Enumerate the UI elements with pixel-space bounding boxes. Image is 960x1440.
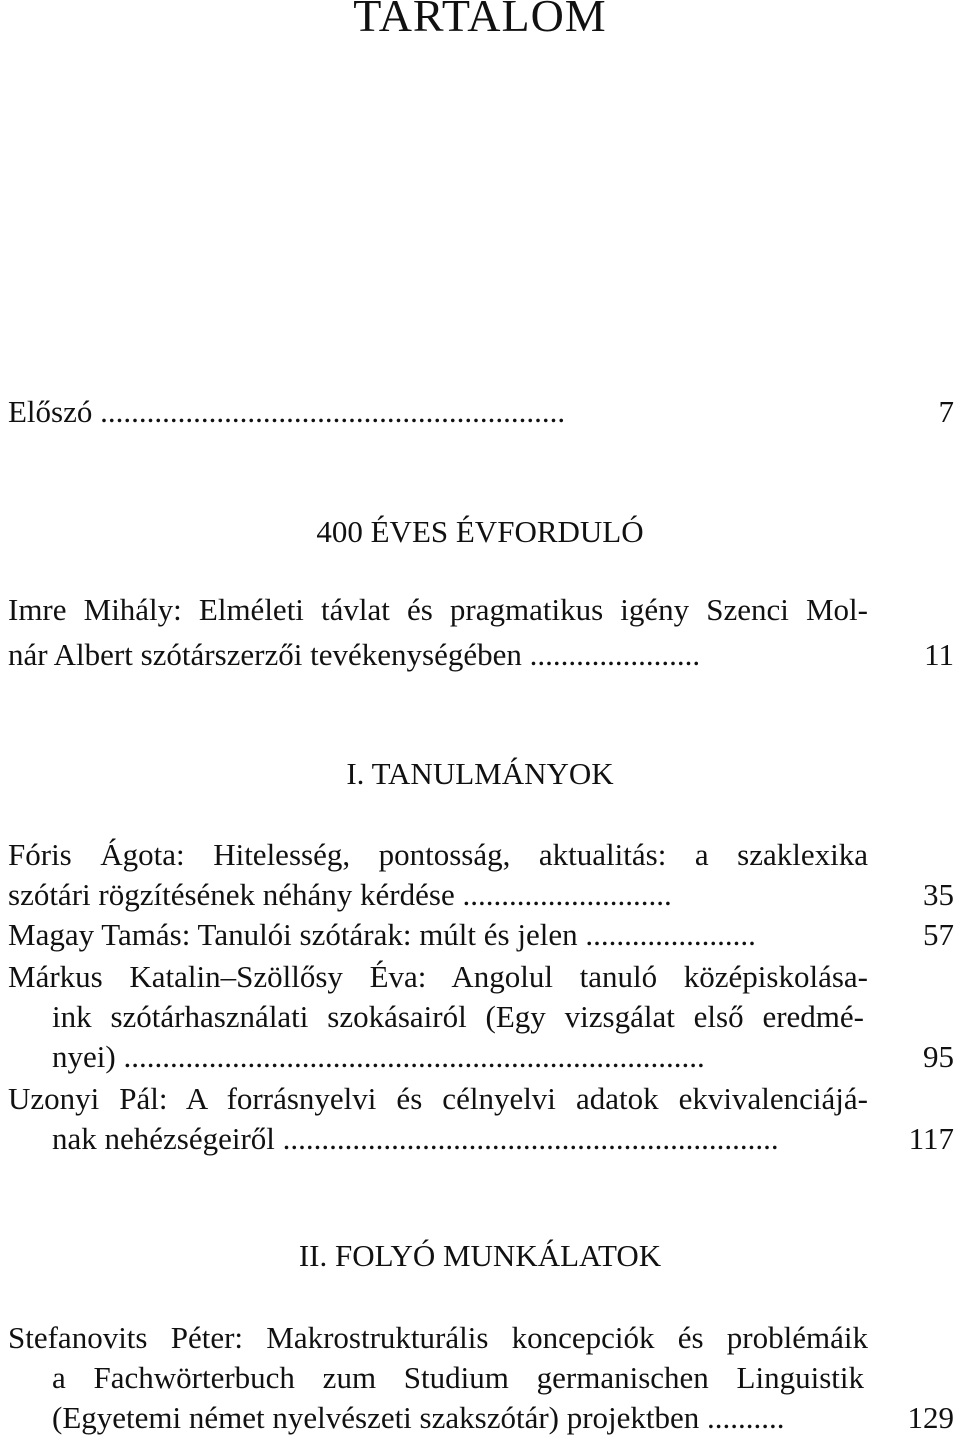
section-heading-studies: I. TANULMÁNYOK — [346, 756, 614, 791]
toc-entry-title: Előszó ............................................................ — [8, 394, 566, 429]
toc-entry-title: (Egyetemi német nyelvészeti szakszótár) projektben .......... — [52, 1400, 785, 1435]
toc-entry-title: Márkus Katalin–Szöllősy Éva: Angolul tanuló középiskolása- — [8, 959, 868, 994]
toc-page-number: 95 — [923, 1039, 954, 1074]
toc-entry-title: Magay Tamás: Tanulói szótárak: múlt és jelen ...................... — [8, 917, 756, 952]
toc-entry-title: nyei) ........................................................................... — [52, 1039, 705, 1074]
toc-entry-title: a Fachwörterbuch zum Studium germanischen Linguistik — [52, 1360, 864, 1395]
toc-entry-title: Fóris Ágota: Hitelesség, pontosság, aktualitás: a szaklexika — [8, 837, 868, 872]
toc-page-number: 7 — [938, 394, 954, 429]
toc-entry-title: Stefanovits Péter: Makrostrukturális koncepciók és problémáik — [8, 1320, 868, 1355]
toc-page-number: 11 — [924, 637, 954, 672]
toc-page-number: 129 — [907, 1400, 954, 1435]
toc-entry-title: Imre Mihály: Elméleti távlat és pragmatikus igény Szenci Mol- — [8, 592, 868, 627]
toc-page-number: 117 — [908, 1121, 954, 1156]
toc-entry-title: szótári rögzítésének néhány kérdése ........................... — [8, 877, 672, 912]
section-heading-ongoing: II. FOLYÓ MUNKÁLATOK — [298, 1238, 662, 1273]
section-heading-anniversary: 400 ÉVES ÉVFORDULÓ — [316, 514, 644, 549]
toc-page-number: 35 — [923, 877, 954, 912]
toc-entry-title: Uzonyi Pál: A forrásnyelvi és célnyelvi adatok ekvivalenciájá- — [8, 1081, 868, 1116]
toc-entry-title: ink szótárhasználati szokásairól (Egy vizsgálat első eredmé- — [52, 999, 864, 1034]
toc-page-number: 57 — [923, 917, 954, 952]
toc-entry-title: nak nehézségeiről ................................................................ — [52, 1121, 779, 1156]
page-title: TARTALOM — [353, 0, 607, 41]
toc-entry-title: nár Albert szótárszerzői tevékenységében ...................... — [8, 637, 701, 672]
